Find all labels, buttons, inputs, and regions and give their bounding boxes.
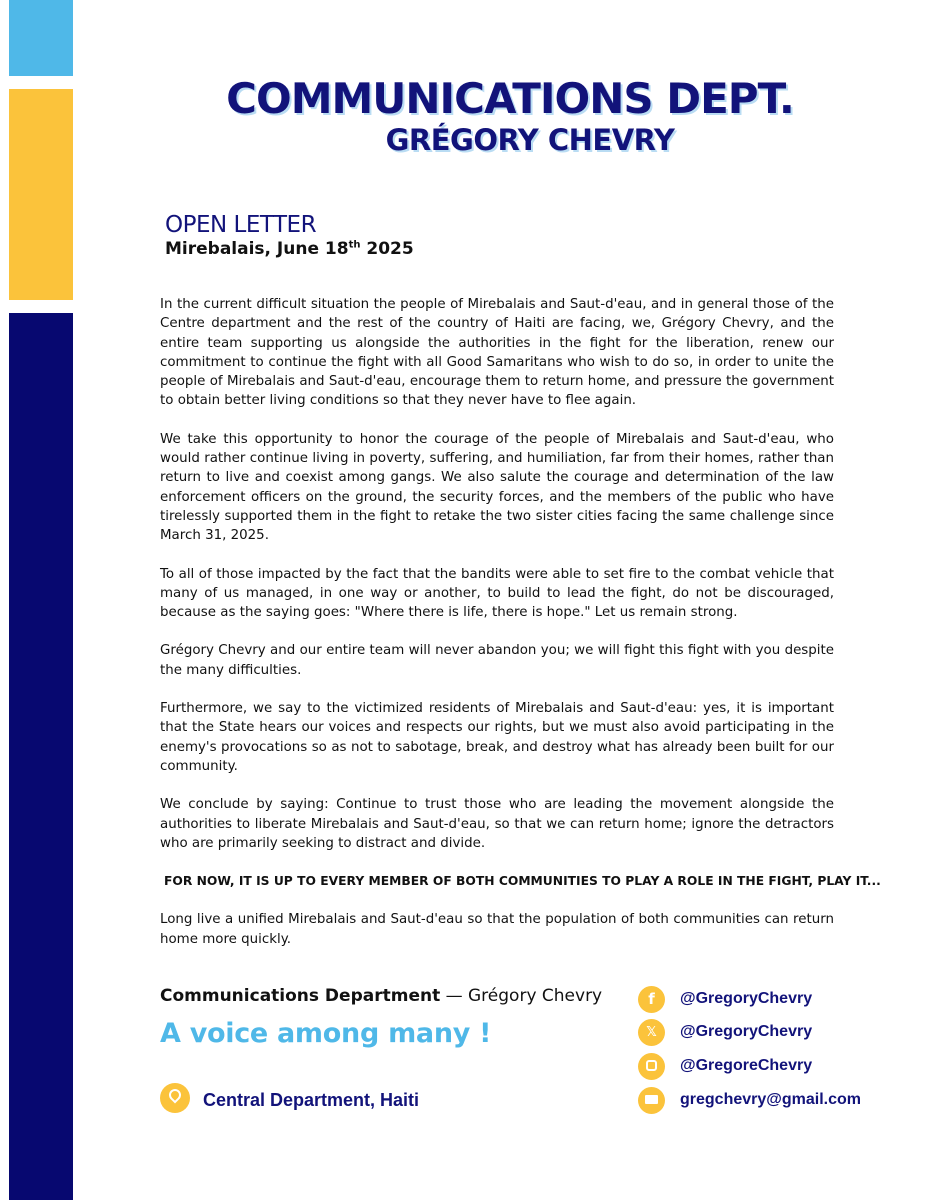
paragraph-5: Furthermore, we say to the victimized residents of Mirebalais and Saut-d'eau: yes, it is important that the State hears our voices and respects our rights, but we must also avoid participating in the enemy's provocations so as not to sabotage, break, and destroy what has already been built for our community.	[160, 701, 834, 774]
paragraph-8: Long live a unified Mirebalais and Saut-d'eau so that the population of both communities can return home more quickly.	[160, 912, 834, 947]
email-address[interactable]: gregchevry@gmail.com	[680, 1091, 861, 1108]
letter-body	[160, 295, 881, 968]
accent-bar-blue	[9, 0, 73, 76]
slogan: A voice among many !	[160, 1018, 492, 1049]
location-text: Central Department, Haiti	[203, 1090, 420, 1110]
footer-dept-bold: Communications Department	[160, 986, 441, 1006]
letter-type: OPEN LETTER	[165, 212, 317, 238]
footer-department	[160, 986, 602, 1006]
accent-bar-navy	[9, 313, 73, 1200]
dateline-suffix: th	[348, 239, 361, 251]
social-email[interactable]	[638, 1087, 918, 1115]
email-icon	[638, 1087, 665, 1114]
map-pin-icon	[160, 1083, 190, 1113]
instagram-handle[interactable]: @GregoreChevry	[680, 1057, 813, 1074]
facebook-icon: f	[638, 986, 665, 1013]
instagram-icon	[638, 1053, 665, 1080]
paragraph-call-to-action: FOR NOW, IT IS UP TO EVERY MEMBER OF BOTH COMMUNITIES TO PLAY A ROLE IN THE FIGHT, PLAY IT...	[164, 874, 881, 889]
paragraph-6: We conclude by saying: Continue to trust those who are leading the movement alongside the authorities to liberate Mirebalais and Saut-d'eau, so that we can return home; ignore the detractors who are primarily seeking to distract and divide.	[160, 797, 834, 851]
dateline	[165, 239, 414, 259]
paragraph-4: Grégory Chevry and our entire team will never abandon you; we will fight this fight with you despite the many difficulties.	[160, 643, 834, 678]
paragraph-2: We take this opportunity to honor the courage of the people of Mirebalais and Saut-d'eau, who would rather continue living in poverty, suffering, and humiliation, far from their homes, rather than return to live and coexist among gangs. We also salute the courage and determination of the law enforcement officers on the ground, the security forces, and the members of the public who have tirelessly supported them in the fight to retake the two sister cities facing the same challenge since March 31, 2025.	[160, 431, 834, 544]
header-subtitle: GRÉGORY CHEVRY	[385, 123, 675, 157]
social-x[interactable]	[638, 1019, 918, 1047]
x-handle[interactable]: @GregoryChevry	[680, 1023, 813, 1040]
footer-dept-rest: — Grégory Chevry	[440, 986, 603, 1006]
dateline-year: 2025	[366, 239, 414, 259]
dateline-text: Mirebalais, June 18	[165, 239, 349, 259]
x-icon: 𝕏	[638, 1019, 665, 1046]
paragraph-3: To all of those impacted by the fact that the bandits were able to set fire to the combat vehicle that many of us managed, in one way or another, to build to lead the fight, do not be discouraged, because as the saying goes: "Where there is life, there is hope." Let us remain strong.	[160, 566, 834, 621]
header-title: COMMUNICATIONS DEPT.	[226, 74, 794, 123]
paragraph-1: In the current difficult situation the people of Mirebalais and Saut-d'eau, and in general those of the Centre department and the rest of the country of Haiti are facing, we, Grégory Chevry, and the entire team supporting us alongside the authorities in the fight for the liberation, renew our commitment to continue the fight with all Good Samaritans who wish to do so, in order to unite the people of Mirebalais and Saut-d'eau, encourage them to return home, and pressure the government to obtain better living conditions so that they never have to flee again.	[160, 297, 834, 409]
facebook-handle[interactable]: @GregoryChevry	[680, 990, 813, 1007]
social-facebook[interactable]	[638, 986, 918, 1014]
social-instagram[interactable]	[638, 1053, 918, 1081]
accent-bar-yellow	[9, 89, 73, 300]
